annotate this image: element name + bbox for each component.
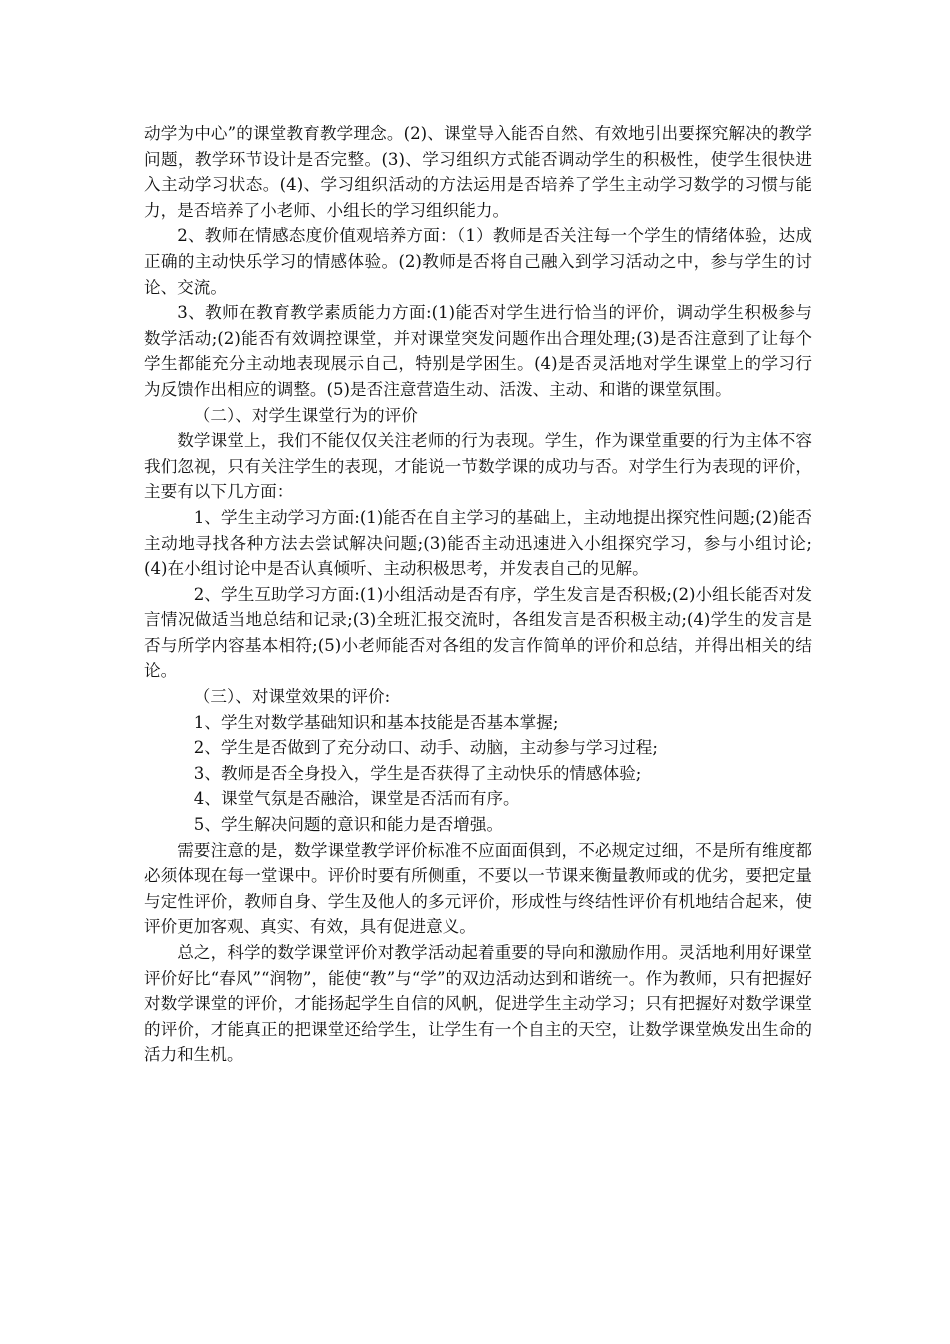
paragraph-teaching-concept-continued: 动学为中心”的课堂教育教学理念。(2)、课堂导入能否自然、有效地引出要探究解决的教学问题，教学环节设计是否完整。(3)、学习组织方式能否调动学生的积极性，使学生很快进入主动学习状态。(4)、学习组织活动的方法运用是否培养了学生主动学习数学的习惯与能力，是否培养了小老师、小组长的学习组织能力。 [144,124,812,220]
paragraph-emotion-attitude: 2、教师在情感态度价值观培养方面：（1）教师是否关注每一个学生的情绪体验，达成正确的主动快乐学习的情感体验。(2)教师是否将自己融入到学习活动之中，参与学生的讨论、交流。 [144,226,812,297]
paragraph-evaluation-notes: 需要注意的是，数学课堂教学评价标准不应面面俱到，不必规定过细，不是所有维度都必须体现在每一堂课中。评价时要有所侧重，不要以一节课来衡量教师或的优劣，要把定量与定性评价，教师自身、学生及他人的多元评价，形成性与终结性评价有机地结合起来，使评价更加客观、真实、有效，具有促进意义。 [144,840,812,937]
paragraph-student-behavior-intro: 数学课堂上，我们不能仅仅关注老师的行为表现。学生，作为课堂重要的行为主体不容我们忽视，只有关注学生的表现，才能说一节数学课的成功与否。对学生行为表现的评价，主要有以下几方面： [144,431,812,502]
list-item-effect-3: 3、教师是否全身投入，学生是否获得了主动快乐的情感体验; [193,763,642,783]
paragraph-teaching-quality: 3、教师在教育教学素质能力方面:(1)能否对学生进行恰当的评价，调动学生积极参与数学活动;(2)能否有效调控课堂，并对课堂突发问题作出合理处理;(3)是否注意到了让每个学生都能充分主动地表现展示自己，特别是学困生。(4)是否灵活地对学生课堂上的学习行为反馈作出相应的调整。(5)是否注意营造生动、活泼、主动、和谐的课堂氛围。 [144,303,812,399]
paragraph-conclusion: 总之，科学的数学课堂评价对教学活动起着重要的导向和激励作用。灵活地利用好课堂评价好比“春风”“润物”，能使“教”与“学”的双边活动达到和谐统一。作为教师，只有把握好对数学课堂的评价，才能扬起学生自信的风帆，促进学生主动学习；只有把握好对数学课堂的评价，才能真正的把课堂还给学生，让学生有一个自主的天空，让数学课堂焕发出生命的活力和生机。 [144,943,812,1065]
list-item-effect-5: 5、学生解决问题的意识和能力是否增强。 [193,815,504,835]
section-heading-student-behavior: （二）、对学生课堂行为的评价 [193,405,418,425]
document-page [144,121,812,1068]
paragraph-active-learning: 1、学生主动学习方面:(1)能否在自主学习的基础上，主动地提出探究性问题;(2)能否主动地寻找各种方法去尝试解决问题;(3)能否主动迅速进入小组探究学习，参与小组讨论;(4)在小组讨论中是否认真倾听、主动积极思考，并发表自己的见解。 [144,507,812,579]
list-item-effect-2: 2、学生是否做到了充分动口、动手、动脑，主动参与学习过程; [193,738,658,758]
section-heading-class-effect: （三）、对课堂效果的评价: [193,687,391,707]
list-item-effect-4: 4、课堂气氛是否融洽，课堂是否活而有序。 [193,789,520,809]
paragraph-mutual-learning: 2、学生互助学习方面:(1)小组活动是否有序，学生发言是否积极;(2)小组长能否对发言情况做适当地总结和记录;(3)全班汇报交流时，各组发言是否积极主动;(4)学生的发言是否与所学内容基本相符;(5)小老师能否对各组的发言作简单的评价和总结，并得出相关的结论。 [144,584,812,681]
list-item-effect-1: 1、学生对数学基础知识和基本技能是否基本掌握; [193,712,559,732]
